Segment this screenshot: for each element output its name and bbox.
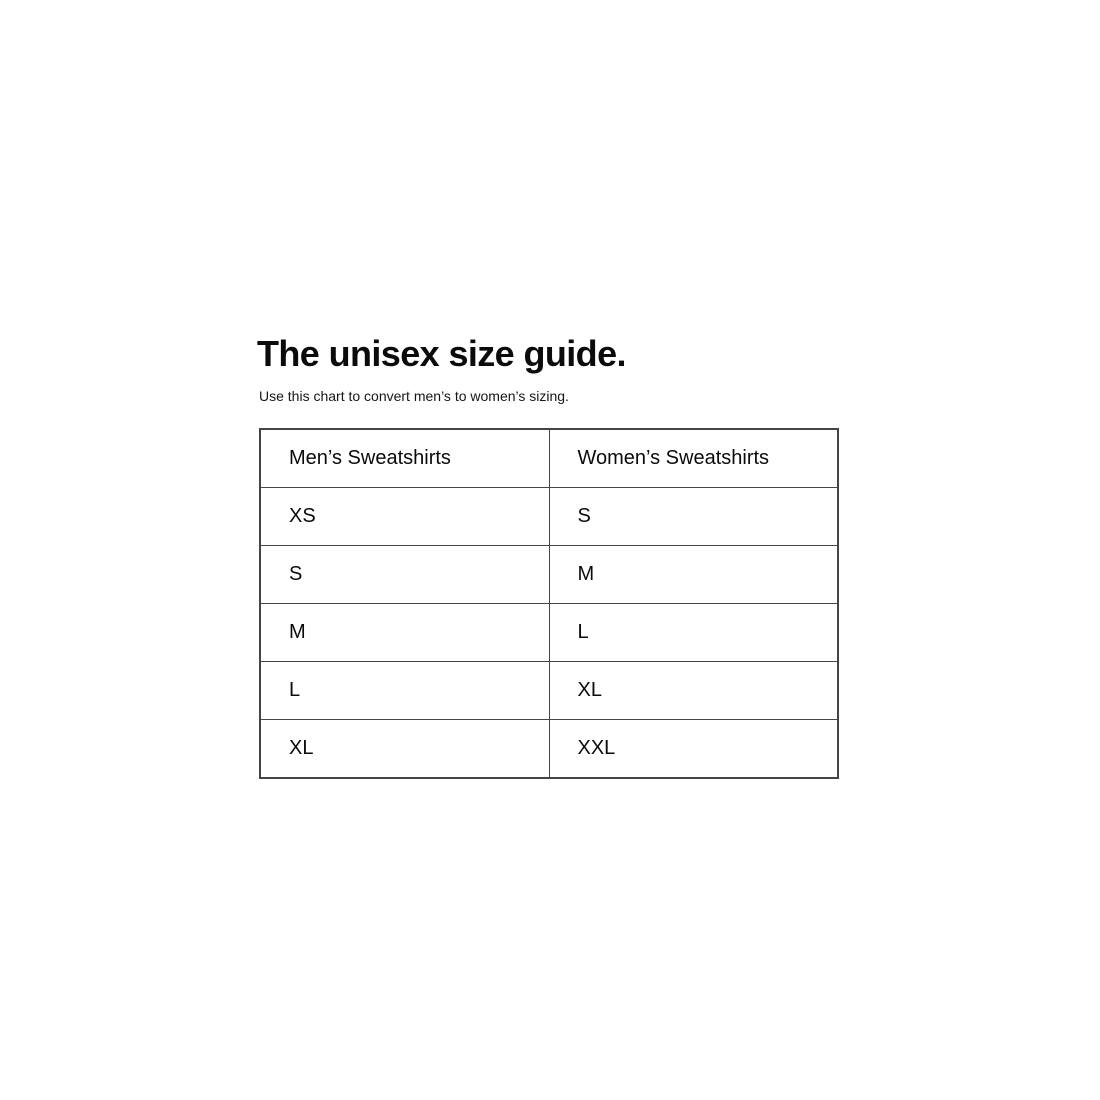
table-row: [260, 546, 838, 604]
page-title: The unisex size guide.: [257, 333, 626, 374]
table-row: [260, 488, 838, 546]
column-header-mens-sweatshirts: Men’s Sweatshirts: [260, 429, 549, 488]
cell-womens-size: M: [549, 546, 838, 604]
table-header-row: [260, 429, 838, 488]
cell-womens-size: XL: [549, 662, 838, 720]
cell-womens-size: L: [549, 604, 838, 662]
table-row: [260, 604, 838, 662]
cell-mens-size: XS: [260, 488, 549, 546]
column-header-womens-sweatshirts: Women’s Sweatshirts: [549, 429, 838, 488]
size-conversion-table: [259, 428, 839, 779]
cell-mens-size: XL: [260, 720, 549, 779]
table-row: [260, 662, 838, 720]
cell-mens-size: L: [260, 662, 549, 720]
table-row: [260, 720, 838, 779]
cell-womens-size: S: [549, 488, 838, 546]
cell-mens-size: M: [260, 604, 549, 662]
cell-mens-size: S: [260, 546, 549, 604]
cell-womens-size: XXL: [549, 720, 838, 779]
page-subtitle: Use this chart to convert men’s to women’s sizing.: [259, 388, 569, 404]
